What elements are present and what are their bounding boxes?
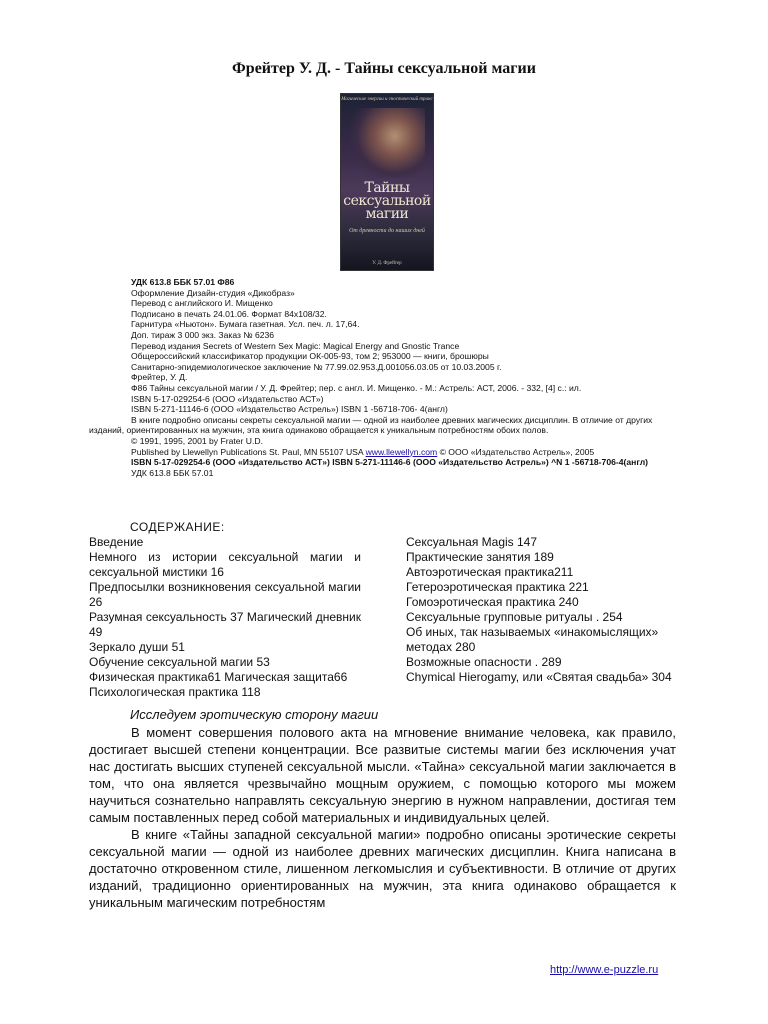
toc-right-column xyxy=(406,535,676,685)
meta-catalog: Ф86 Тайны сексуальной магии / У. Д. Фрейтер; пер. с англ. И. Мищенко. - М.: Астрель: АСТ, 2006. - 332, [4] с.: ил. xyxy=(131,382,582,393)
cover-title-line: магии xyxy=(365,206,409,222)
book-cover-image xyxy=(341,94,433,270)
toc-item: Chymical Hierogamy, или «Святая свадьба» 304 xyxy=(406,670,672,684)
body-paragraph: В книге «Тайны западной сексуальной магии» подробно описаны эротические секреты сексуальной магии — одной из наиболее древних магических дисциплин. Книга написана в достаточно откровенном стиле, лишенном легкомыслия и субъективности. В отличие от других изданий, традиционно ориентированных на мужчин, эта книга одинаково обращается к уникальным магическим потребностям xyxy=(89,827,676,910)
toc-left-column xyxy=(89,535,361,700)
meta-isbn-astrel: ISBN 5-271-11146-6 (ООО «Издательство Астрель») ISBN 1 -56718-706- 4(англ) xyxy=(131,404,448,415)
cover-title-line: сексуальной xyxy=(343,193,431,209)
meta-udk-final: УДК 613.8 ББК 57.01 xyxy=(131,467,214,478)
toc-item: Введение xyxy=(89,535,144,549)
cover-title xyxy=(341,182,433,221)
toc-item: Психологическая практика 118 xyxy=(89,685,261,699)
page-title: Фрейтер У. Д. - Тайны сексуальной магии xyxy=(232,60,536,77)
meta-line: Доп. тираж 3 000 экз. Заказ № 6236 xyxy=(131,329,275,340)
meta-line: Перевод с английского И. Мищенко xyxy=(131,298,273,309)
cover-author: У. Д. Фрейтер xyxy=(372,261,402,266)
meta-line: Гарнитура «Ньютон». Бумага газетная. Усл. печ. л. 17,64. xyxy=(131,319,360,330)
meta-orig-title: Secrets of Western Sex Magic: Magical Energy and Gnostic Trance xyxy=(202,340,460,351)
section-heading: Исследуем эротическую сторону магии xyxy=(130,707,379,722)
toc-item: Предпосылки возникновения сексуальной магии 26 xyxy=(89,580,361,609)
meta-published-copyright: © ООО «Издательство Астрель», 2005 xyxy=(437,446,595,457)
llewellyn-link[interactable]: www.llewellyn.com xyxy=(365,446,438,457)
publication-metadata xyxy=(89,277,689,478)
meta-author: Фрейтер, У. Д. xyxy=(131,372,188,383)
toc-item: Гетероэротическая практика 221 xyxy=(406,580,589,594)
meta-isbn-ast: ISBN 5-17-029254-6 (ООО «Издательство АСТ») xyxy=(131,393,324,404)
toc-item: Гомоэротическая практика 240 xyxy=(406,595,579,609)
cover-artwork xyxy=(349,108,425,178)
meta-sanitary: Санитарно-эпидемиологическое заключение № 77.99.02.953.Д.001056.03.05 от 10.03.2005 г. xyxy=(131,361,502,372)
toc-item: Сексуальные групповые ритуалы . 254 xyxy=(406,610,623,624)
toc-item: Немного из истории сексуальной магии и сексуальной мистики 16 xyxy=(89,550,361,579)
toc-item: Автоэротическая практика211 xyxy=(406,565,574,579)
meta-line: Подписано в печать 24.01.06. Формат 84х108/32. xyxy=(131,308,327,319)
meta-annotation: В книге подробно описаны секреты сексуальной магии — одной из наиболее древних магических дисциплин. В отличие от других изданий, ориентированных на мужчин, эта книга одинаково обращается к уникальным потребностям обоих полов. xyxy=(89,414,653,436)
cover-top-text: Магические энергии и гностический транс xyxy=(341,97,433,102)
toc-item: Возможные опасности . 289 xyxy=(406,655,562,669)
toc-item: Физическая практика61 Магическая защита66 xyxy=(89,670,348,684)
meta-published-text: Published by Llewellyn Publications St. Paul, MN 55107 USA xyxy=(131,446,366,457)
meta-isbn-bold: ISBN 5-17-029254-6 (ООО «Издательство АСТ») ISBN 5-271-11146-6 (ООО «Издательство Астрель») ^N 1 -56718-706-4(англ) xyxy=(131,457,649,468)
footer-site-link[interactable]: http://www.e-puzzle.ru xyxy=(550,964,659,976)
toc-item: Сексуальная Magis 147 xyxy=(406,535,538,549)
meta-line: УДК 613.8 ББК 57.01 Ф86 xyxy=(131,277,235,287)
meta-copyright: © 1991, 1995, 2001 by Frater U.D. xyxy=(131,435,263,446)
meta-published xyxy=(89,447,689,458)
toc-item: Зеркало души 51 xyxy=(89,640,185,654)
cover-subtitle: От древности до наших дней xyxy=(349,228,425,234)
meta-orig-label: Перевод издания xyxy=(131,340,201,351)
toc-item: Практические занятия 189 xyxy=(406,550,554,564)
meta-original-edition xyxy=(89,341,689,352)
meta-line: Оформление Дизайн-студия «Дикобраз» xyxy=(131,287,295,298)
body-text xyxy=(89,724,676,911)
toc-heading: СОДЕРЖАНИЕ: xyxy=(130,520,225,534)
meta-classifier: Общероссийский классификатор продукции ОК-005-93, том 2; 953000 — книги, брошюры xyxy=(131,351,489,362)
cover-title-line: Тайны xyxy=(364,180,410,196)
toc-item: Разумная сексуальность 37 Магический дневник 49 xyxy=(89,610,361,639)
body-paragraph: В момент совершения полового акта на мгновение внимание человека, как правило, достигает высшей степени концентрации. Все развитые системы магии без исключения учат нас достигать высших ступеней сексуальной мысли. «Тайна» сексуальной магии заключается в том, что она является чрезвычайно мощным оружием, с помощью которого мы можем научиться сознательно направлять сексуальную энергию в нужном направлении, достигая тем самым поставленных перед собой материальных и индивидуальных целей. xyxy=(89,725,676,825)
toc-item: Об иных, так называемых «инакомыслящих» методах 280 xyxy=(406,625,659,654)
toc-item: Обучение сексуальной магии 53 xyxy=(89,655,270,669)
